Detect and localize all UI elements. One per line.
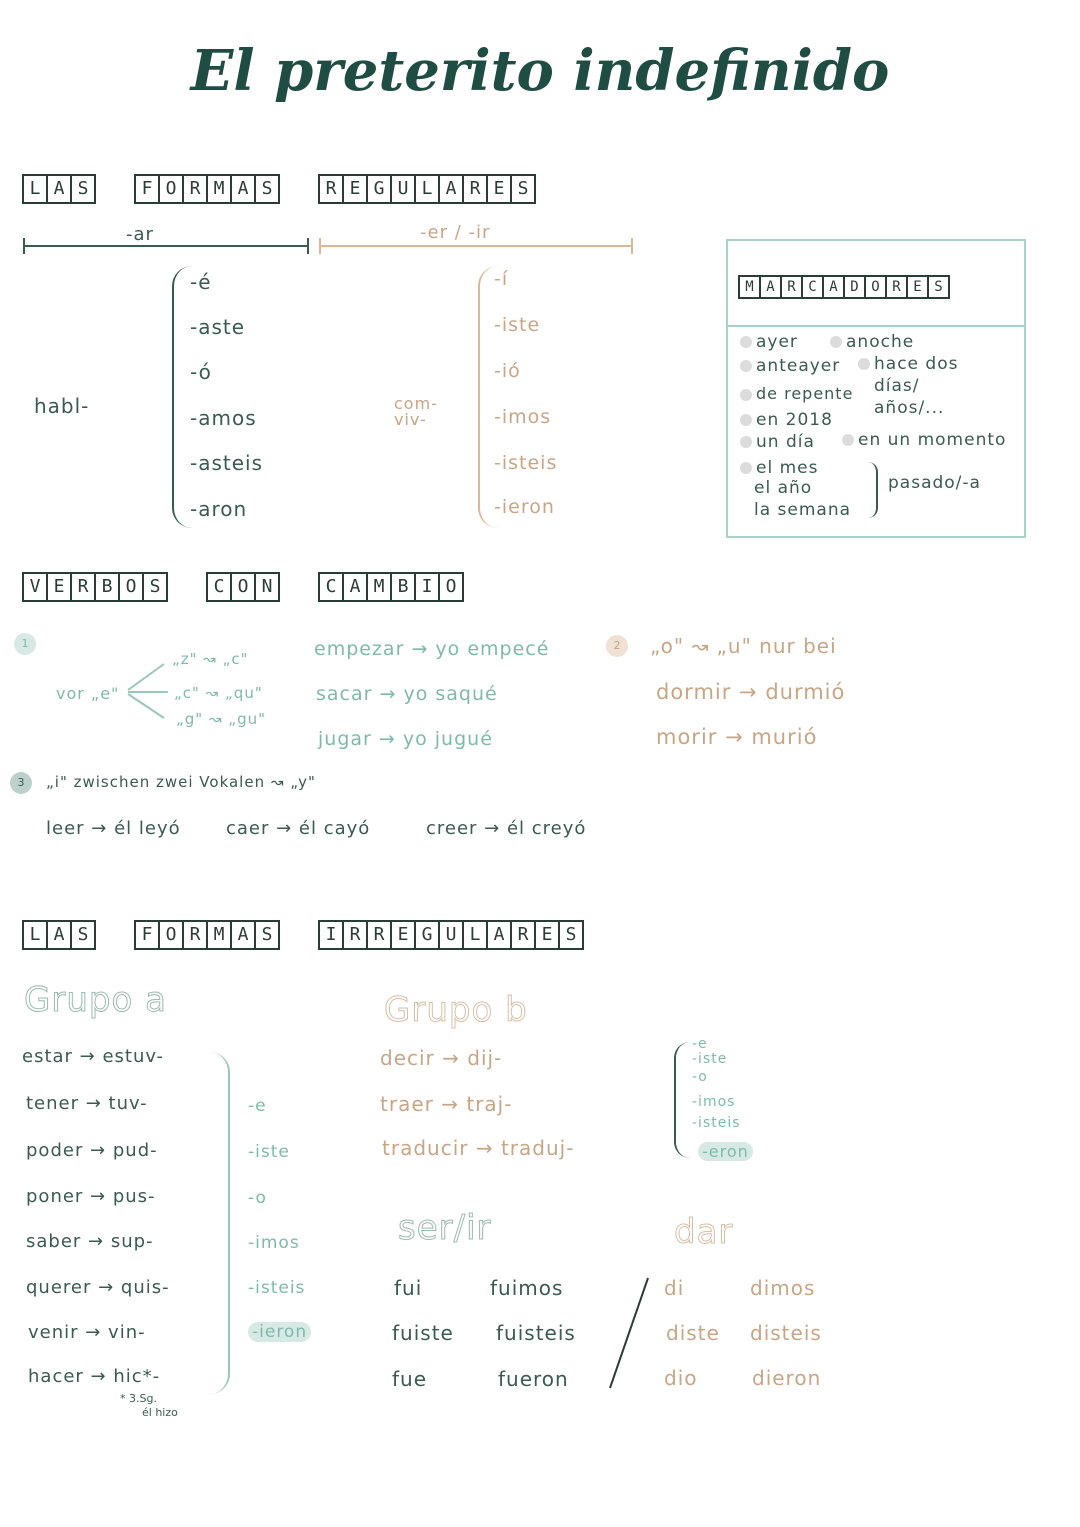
example-row: creer → él creyó: [426, 818, 587, 839]
page-title: El preterito indefinido: [190, 38, 890, 104]
example-row: sacar → yo saqué: [316, 683, 498, 705]
grupo-b-verb: decir → dij-: [380, 1046, 503, 1070]
marcador-item: el mes: [740, 458, 818, 478]
marcador-item: un día: [740, 432, 815, 452]
boxed-letter: I: [414, 572, 440, 602]
boxed-letter: R: [885, 275, 908, 299]
ar-ending: -ó: [190, 360, 212, 384]
marcador-item: el año: [754, 478, 813, 498]
boxed-letter: M: [738, 275, 761, 299]
boxed-letter: A: [438, 174, 464, 204]
boxed-letter: O: [230, 572, 256, 602]
boxed-word: [22, 572, 166, 602]
boxed-letter: S: [254, 920, 280, 950]
boxed-word: [22, 920, 94, 950]
grupo-a-verb: venir → vin-: [28, 1322, 146, 1343]
dar-form: diste: [666, 1321, 720, 1345]
ar-stem: habl-: [34, 394, 90, 418]
boxed-letter: G: [366, 174, 392, 204]
boxed-letter: O: [158, 920, 184, 950]
grupo-a-heading: Grupo a: [24, 980, 167, 1020]
boxed-letter: E: [342, 174, 368, 204]
ser-ir-heading: ser/ir: [398, 1208, 492, 1248]
hacer-note: * 3.Sg.: [120, 1392, 157, 1405]
marcadores-title: [738, 275, 948, 299]
boxed-word: [134, 174, 278, 204]
boxed-letter: L: [414, 174, 440, 204]
boxed-letter: N: [254, 572, 280, 602]
boxed-letter: S: [254, 174, 280, 204]
er-ending: -iste: [494, 314, 541, 336]
rule-arrows: [124, 656, 174, 726]
marcador-item: hace dos: [858, 354, 958, 374]
dar-form: dimos: [750, 1276, 816, 1300]
boxed-letter: D: [843, 275, 866, 299]
boxed-letter: A: [759, 275, 782, 299]
grupo-b-ending: -imos: [692, 1094, 736, 1110]
marcador-item: años/...: [874, 398, 945, 418]
dar-form: disteis: [750, 1321, 822, 1345]
rule-o-u: „o" ↝ „u" nur bei: [650, 634, 837, 658]
boxed-letter: U: [390, 174, 416, 204]
er-ending: -isteis: [494, 452, 558, 474]
boxed-letter: S: [70, 920, 96, 950]
boxed-letter: R: [510, 920, 536, 950]
boxed-letter: O: [438, 572, 464, 602]
boxed-letter: M: [206, 920, 232, 950]
marcador-item: anteayer: [740, 356, 840, 376]
boxed-letter: S: [70, 174, 96, 204]
marcador-item: ayer: [740, 332, 798, 352]
boxed-letter: L: [22, 174, 48, 204]
boxed-letter: O: [158, 174, 184, 204]
boxed-letter: A: [230, 174, 256, 204]
boxed-letter: R: [462, 174, 488, 204]
section-header-regulares: [22, 174, 534, 204]
ar-ending: -amos: [190, 406, 257, 430]
boxed-letter: E: [390, 920, 416, 950]
marcador-item: anoche: [830, 332, 914, 352]
boxed-letter: A: [486, 920, 512, 950]
example-row: morir → murió: [656, 725, 818, 749]
boxed-letter: M: [366, 572, 392, 602]
ser-ir-form: fue: [392, 1367, 428, 1391]
boxed-letter: U: [438, 920, 464, 950]
dar-form: dieron: [752, 1366, 822, 1390]
boxed-letter: R: [182, 174, 208, 204]
er-brace: [478, 266, 500, 528]
boxed-letter: R: [366, 920, 392, 950]
boxed-letter: R: [342, 920, 368, 950]
marcador-item: en un momento: [842, 430, 1006, 450]
section-header-cambio: [22, 572, 462, 602]
boxed-letter: R: [780, 275, 803, 299]
boxed-letter: R: [318, 174, 344, 204]
example-row: jugar → yo jugué: [318, 728, 493, 750]
boxed-letter: B: [94, 572, 120, 602]
dar-form: dio: [664, 1366, 698, 1390]
boxed-word: [318, 174, 534, 204]
boxed-letter: E: [486, 174, 512, 204]
grupo-a-brace: [208, 1052, 230, 1394]
er-ir-label: -er / -ir: [416, 222, 494, 243]
er-stem: com-: [394, 394, 438, 413]
rule-i-y: „i" zwischen zwei Vokalen ↝ „y": [46, 773, 316, 791]
grupo-a-verb: hacer → hic*-: [28, 1366, 161, 1387]
grupo-a-verb: estar → estuv-: [22, 1046, 165, 1067]
ar-label: -ar: [122, 224, 158, 245]
er-ending: -imos: [494, 406, 552, 428]
grupo-b-verb: traer → traj-: [380, 1092, 513, 1116]
boxed-letter: S: [142, 572, 168, 602]
grupo-a-ending: -iste: [248, 1142, 290, 1162]
grupo-a-verb: poner → pus-: [26, 1186, 156, 1207]
example-row: dormir → durmió: [656, 680, 846, 704]
boxed-letter: A: [46, 174, 72, 204]
boxed-letter: E: [534, 920, 560, 950]
grupo-a-verb: tener → tuv-: [26, 1093, 148, 1114]
ar-ending: -aste: [190, 315, 246, 339]
boxed-letter: M: [206, 174, 232, 204]
ser-ir-form: fuisteis: [496, 1321, 576, 1345]
grupo-b-ending: -e: [692, 1036, 708, 1052]
boxed-letter: F: [134, 174, 160, 204]
grupo-b-ending: -iste: [692, 1051, 728, 1067]
grupo-a-verb: querer → quis-: [26, 1277, 170, 1298]
boxed-word: [134, 920, 278, 950]
ser-ir-form: fuiste: [392, 1321, 454, 1345]
marcador-item: días/: [874, 376, 920, 396]
boxed-letter: A: [46, 920, 72, 950]
boxed-letter: L: [22, 920, 48, 950]
grupo-b-brace: [674, 1042, 690, 1158]
grupo-a-ending: -imos: [248, 1233, 300, 1253]
boxed-word: [318, 572, 462, 602]
boxed-letter: S: [558, 920, 584, 950]
grupo-b-heading: Grupo b: [384, 990, 528, 1030]
ser-ir-form: fueron: [498, 1367, 569, 1391]
dar-heading: dar: [674, 1212, 734, 1252]
marcador-item: en 2018: [740, 410, 833, 430]
hacer-note: él hizo: [142, 1406, 178, 1419]
grupo-b-verb: traducir → traduj-: [382, 1136, 575, 1160]
boxed-letter: F: [134, 920, 160, 950]
vor-e-label: vor „e": [56, 684, 120, 703]
boxed-letter: E: [906, 275, 929, 299]
example-row: caer → él cayó: [226, 818, 371, 839]
marcador-item: la semana: [754, 500, 852, 520]
er-ending: -ieron: [494, 496, 555, 518]
boxed-letter: B: [390, 572, 416, 602]
ser-ir-form: fuimos: [490, 1276, 564, 1300]
boxed-letter: C: [801, 275, 824, 299]
boxed-letter: C: [206, 572, 232, 602]
boxed-letter: O: [118, 572, 144, 602]
divider-slash: [604, 1274, 654, 1392]
ar-ending: -asteis: [190, 451, 264, 475]
rule-c-qu: „c" ↝ „qu": [174, 684, 263, 702]
rule-number: 3: [10, 772, 32, 794]
boxed-word: [318, 920, 582, 950]
grupo-a-ending: -isteis: [248, 1278, 306, 1298]
marcador-brace: [866, 462, 878, 518]
boxed-letter: S: [927, 275, 950, 299]
boxed-letter: C: [318, 572, 344, 602]
grupo-a-verb: saber → sup-: [26, 1231, 154, 1252]
boxed-letter: A: [822, 275, 845, 299]
rule-number: 1: [14, 633, 36, 655]
grupo-a-ending: -e: [248, 1096, 267, 1116]
boxed-word: [22, 174, 94, 204]
grupo-b-ending: -o: [692, 1069, 708, 1085]
boxed-letter: V: [22, 572, 48, 602]
boxed-letter: A: [230, 920, 256, 950]
dar-form: di: [664, 1276, 685, 1300]
boxed-letter: A: [342, 572, 368, 602]
boxed-letter: R: [70, 572, 96, 602]
section-header-irregulares: [22, 920, 582, 950]
boxed-letter: G: [414, 920, 440, 950]
example-row: empezar → yo empecé: [314, 638, 550, 660]
ser-ir-form: fui: [394, 1276, 423, 1300]
boxed-letter: I: [318, 920, 344, 950]
rule-g-gu: „g" ↝ „gu": [176, 710, 266, 728]
ir-stem: viv-: [394, 410, 427, 429]
rule-z-c: „z" ↝ „c": [172, 650, 249, 668]
boxed-letter: E: [46, 572, 72, 602]
boxed-letter: L: [462, 920, 488, 950]
example-row: leer → él leyó: [46, 818, 181, 839]
ar-ending: -é: [190, 270, 212, 294]
ar-ending: -aron: [190, 497, 248, 521]
grupo-a-ending: -o: [248, 1188, 267, 1208]
er-ending: -í: [494, 268, 509, 290]
grupo-b-ending: -eron: [698, 1142, 753, 1161]
boxed-word: [206, 572, 278, 602]
boxed-letter: S: [510, 174, 536, 204]
ending-rulers: [18, 230, 638, 260]
marcador-item: pasado/-a: [888, 473, 981, 493]
rule-number: 2: [606, 635, 628, 657]
boxed-letter: O: [864, 275, 887, 299]
boxed-letter: R: [182, 920, 208, 950]
ar-brace: [172, 266, 194, 528]
er-ending: -ió: [494, 360, 521, 382]
grupo-a-verb: poder → pud-: [26, 1140, 158, 1161]
grupo-a-ending: -ieron: [248, 1322, 311, 1342]
marcador-item: de repente: [740, 384, 853, 403]
grupo-b-ending: -isteis: [692, 1115, 741, 1131]
